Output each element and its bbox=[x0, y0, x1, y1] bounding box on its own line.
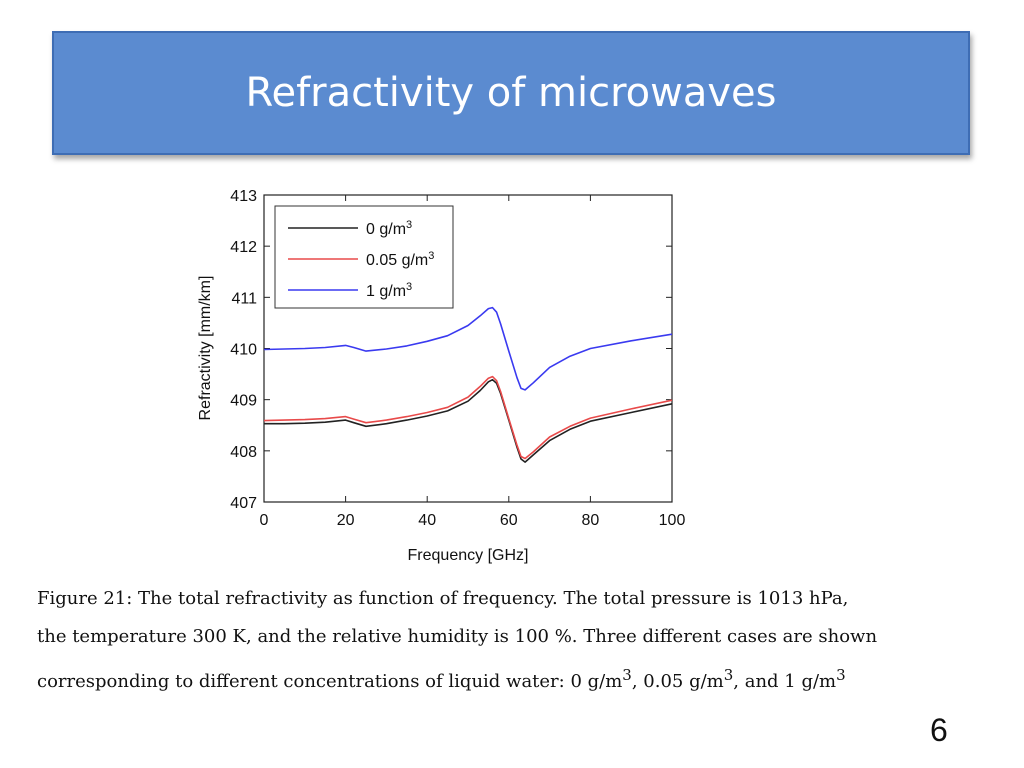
legend-label: 0.05 $g/m^3$ bbox=[366, 250, 435, 269]
x-tick-label: 60 bbox=[499, 512, 518, 529]
x-tick-label: 40 bbox=[418, 512, 437, 529]
caption-sup-3: 3 bbox=[836, 666, 846, 684]
y-tick-label: 408 bbox=[230, 443, 257, 461]
y-tick-label: 411 bbox=[231, 290, 257, 308]
legend-label: 0 $g/m^3$ bbox=[366, 219, 413, 238]
x-axis-label: Frequency [GHz] bbox=[407, 547, 529, 564]
y-tick-label: 410 bbox=[230, 341, 257, 359]
figure-caption bbox=[37, 580, 987, 701]
x-tick-label: 0 bbox=[259, 512, 269, 529]
caption-sup-1: 3 bbox=[622, 666, 632, 684]
caption-line-3-part-2: , 0.05 g/m bbox=[631, 671, 724, 692]
caption-line-3-part-1: corresponding to different concentrations of liquid water: 0 g/m bbox=[37, 671, 623, 692]
refractivity-chart bbox=[180, 180, 700, 570]
caption-line-3 bbox=[37, 656, 987, 701]
caption-line-3-part-3: , and 1 g/m bbox=[733, 671, 837, 692]
legend-label: 1 $g/m^3$ bbox=[366, 281, 413, 300]
y-tick-label: 413 bbox=[230, 188, 257, 205]
x-tick-label: 100 bbox=[658, 512, 686, 529]
caption-line-1: Figure 21: The total refractivity as function of frequency. The total pressure is 1013 hPa, bbox=[37, 588, 849, 609]
caption-sup-2: 3 bbox=[723, 666, 734, 684]
legend bbox=[275, 206, 453, 308]
x-tick-label: 20 bbox=[336, 512, 355, 529]
caption-line-2: the temperature 300 K, and the relative humidity is 100 %. Three different cases are shown bbox=[37, 626, 878, 647]
y-tick-label: 412 bbox=[230, 239, 257, 257]
title-banner bbox=[52, 31, 970, 155]
y-tick-label: 409 bbox=[230, 392, 257, 410]
slide-title: Refractivity of microwaves bbox=[245, 70, 777, 116]
page-number: 6 bbox=[930, 712, 948, 748]
x-tick-label: 80 bbox=[581, 512, 600, 529]
y-tick-label: 407 bbox=[230, 495, 257, 512]
y-axis-label: Refractivity [mm/km] bbox=[197, 275, 214, 421]
